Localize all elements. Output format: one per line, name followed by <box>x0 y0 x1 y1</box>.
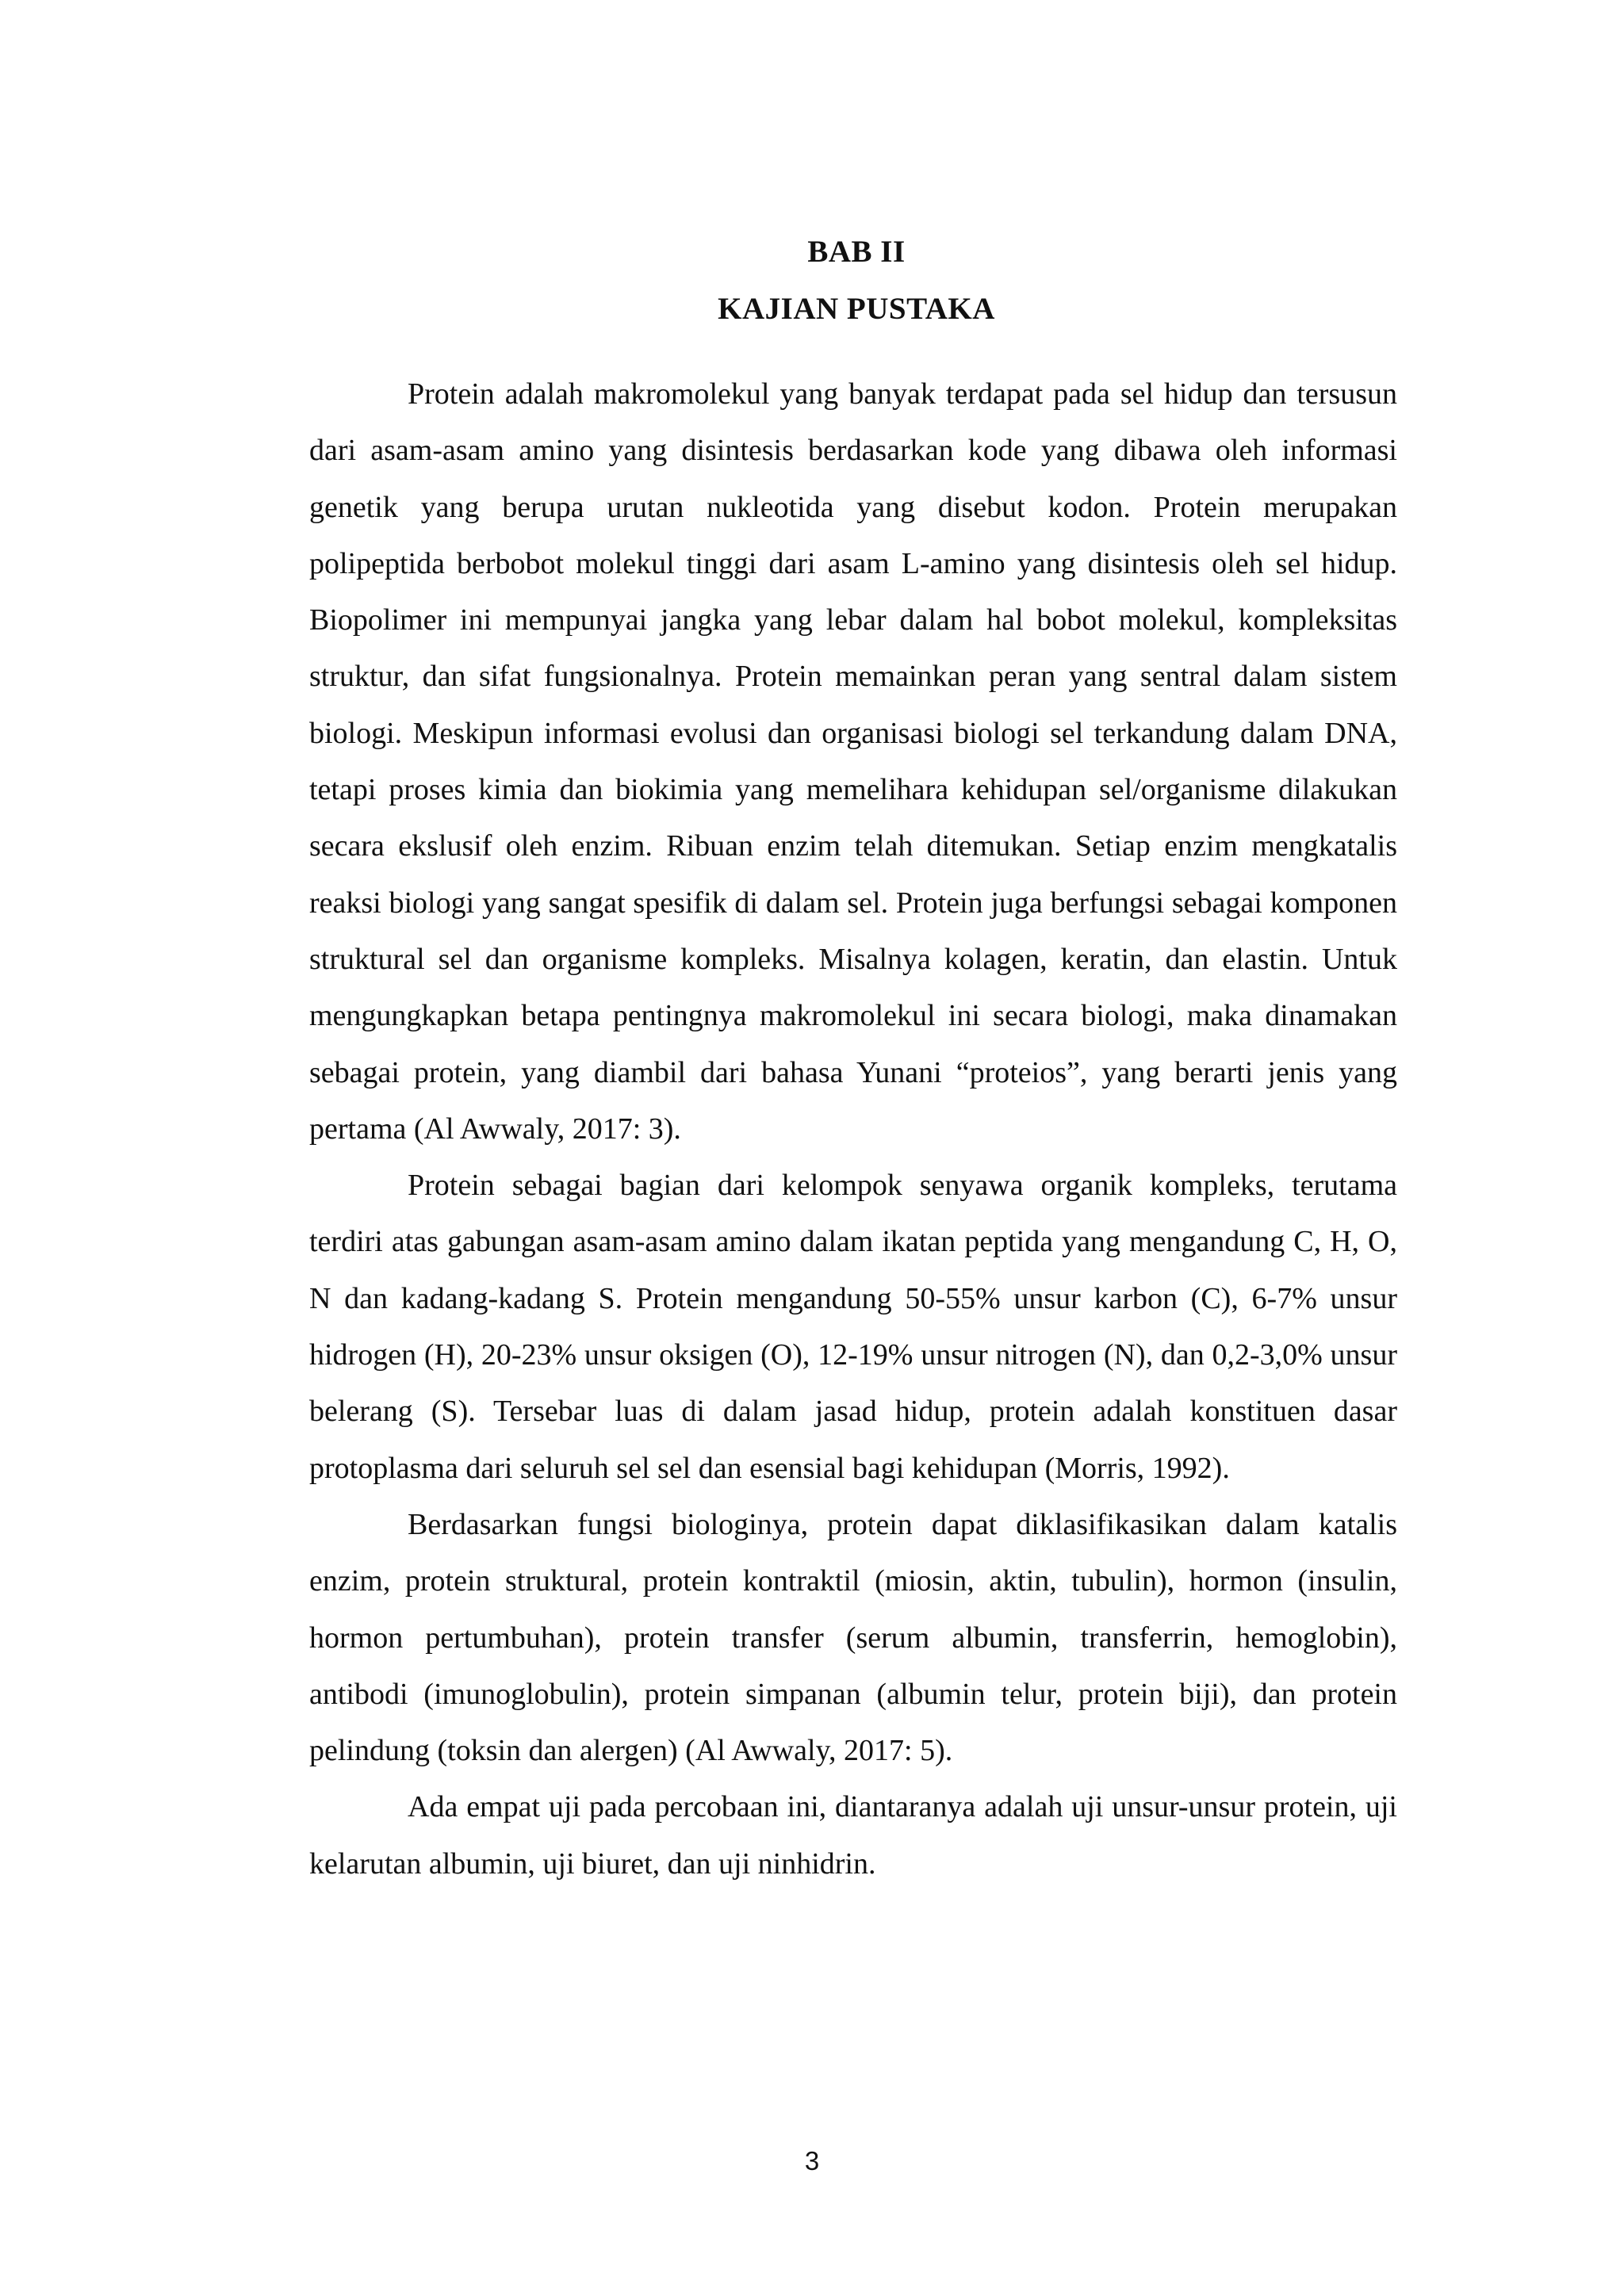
paragraph-protein-classification: Berdasarkan fungsi biologinya, protein dapat diklasifikasikan dalam katalis enzim, protein struktural, protein kontraktil (miosin, aktin, tubulin), hormon (insulin, hormon pertumbuhan), protein transfer (serum albumin, transferrin, hemoglobin), antibodi (imunoglobulin), protein simpanan (albumin telur, protein biji), dan protein pelindung (toksin dan alergen) (Al Awwaly, 2017: 5). <box>309 1507 1397 1768</box>
chapter-title: KAJIAN PUSTAKA <box>718 292 995 326</box>
page-number: 3 <box>804 2146 820 2175</box>
paragraph-protein-definition: Protein adalah makromolekul yang banyak terdapat pada sel hidup dan tersusun dari asam-asam amino yang disintesis berdasarkan kode yang dibawa oleh informasi genetik yang berupa urutan nukleotida yang disebut kodon. Protein merupakan polipeptida berbobot molekul tinggi dari asam L-amino yang disintesis oleh sel hidup. Biopolimer ini mempunyai jangka yang lebar dalam hal bobot molekul, kompleksitas struktur, dan sifat fungsionalnya. Protein memainkan peran yang sentral dalam sistem biologi. Meskipun informasi evolusi dan organisasi biologi sel terkandung dalam DNA, tetapi proses kimia dan biokimia yang memelihara kehidupan sel/organisme dilakukan secara ekslusif oleh enzim. Ribuan enzim telah ditemukan. Setiap enzim mengkatalis reaksi biologi yang sangat spesifik di dalam sel. Protein juga berfungsi sebagai komponen struktural sel dan organisme kompleks. Misalnya kolagen, keratin, dan elastin. Untuk mengungkapkan betapa pentingnya makromolekul ini secara biologi, maka dinamakan sebagai protein, yang diambil dari bahasa Yunani “proteios”, yang berarti jenis yang pertama (Al Awwaly, 2017: 3). <box>309 377 1397 1146</box>
paragraph-protein-composition: Protein sebagai bagian dari kelompok senyawa organik kompleks, terutama terdiri atas gabungan asam-asam amino dalam ikatan peptida yang mengandung C, H, O, N dan kadang-kadang S. Protein mengandung 50-55% unsur karbon (C), 6-7% unsur hidrogen (H), 20-23% unsur oksigen (O), 12-19% unsur nitrogen (N), dan 0,2-3,0% unsur belerang (S). Tersebar luas di dalam jasad hidup, protein adalah konstituen dasar protoplasma dari seluruh sel sel dan esensial bagi kehidupan (Morris, 1992). <box>309 1169 1397 1485</box>
paragraph-experiment-tests: Ada empat uji pada percobaan ini, diantaranya adalah uji unsur-unsur protein, uji kelarutan albumin, uji biuret, dan uji ninhidrin. <box>309 1790 1397 1881</box>
chapter-number: BAB II <box>807 235 906 269</box>
body-text <box>309 366 1397 1892</box>
